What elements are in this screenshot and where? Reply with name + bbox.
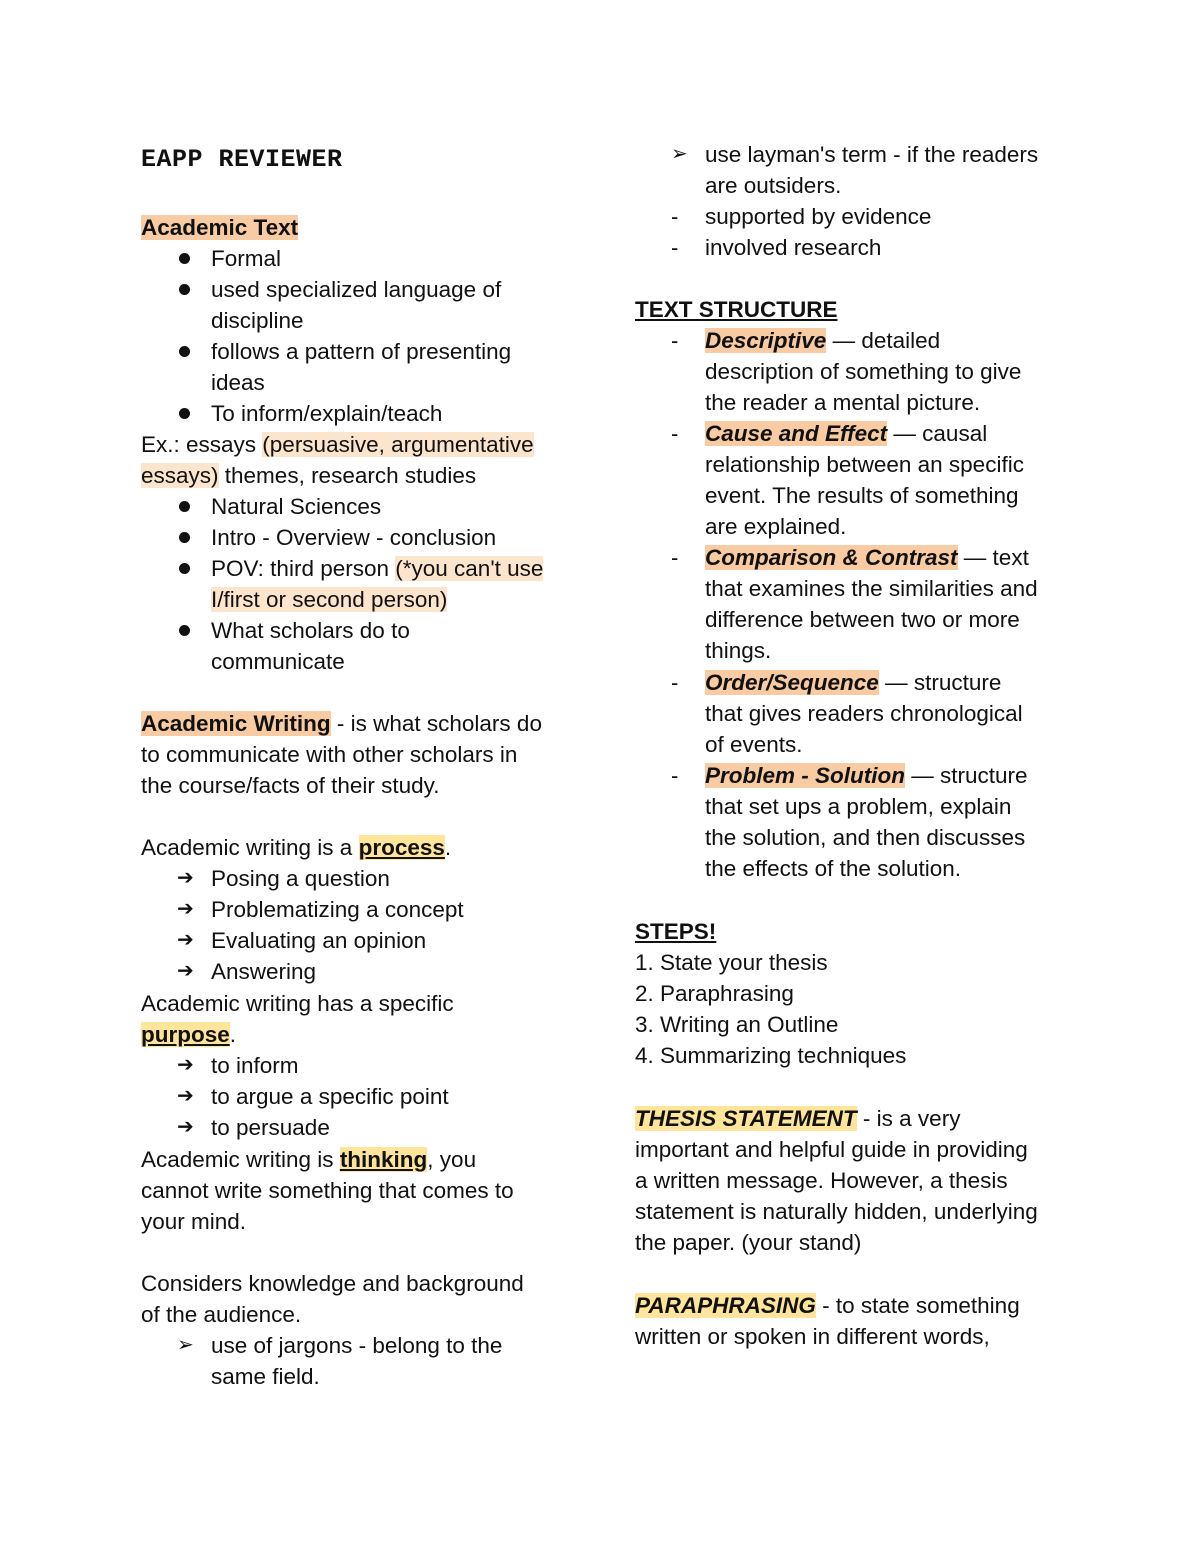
list-item: to inform — [211, 1053, 299, 1078]
paragraph-line: written or spoken in different words, — [635, 1324, 990, 1349]
dash-icon: - — [671, 328, 679, 353]
list-item: Intro - Overview - conclusion — [211, 525, 497, 550]
bullet-icon — [179, 491, 190, 522]
dash-icon: - — [671, 545, 679, 570]
structure-item-continuation: are explained. — [705, 514, 847, 539]
thesis-definition: THESIS STATEMENT - is a very — [635, 1106, 961, 1131]
purpose-line: Academic writing has a specific — [141, 991, 454, 1016]
paragraph-line: the course/facts of their study. — [141, 773, 440, 798]
arrow-icon: ➔ — [177, 929, 194, 951]
structure-item-continuation: relationship between an specific — [705, 452, 1024, 477]
list-item: Posing a question — [211, 866, 390, 891]
list-item: involved research — [705, 235, 882, 260]
structure-item-continuation: that set ups a problem, explain — [705, 794, 1012, 819]
list-item: Formal — [211, 246, 282, 271]
bullet-icon — [179, 522, 190, 553]
paragraph-line: the paper. (your stand) — [635, 1230, 862, 1255]
structure-item-continuation: difference between two or more — [705, 607, 1020, 632]
bullet-icon — [179, 274, 190, 305]
list-item: follows a pattern of presenting — [211, 339, 512, 364]
structure-item-continuation: things. — [705, 638, 772, 663]
steps-heading: STEPS! — [635, 919, 717, 944]
list-item: used specialized language of — [211, 277, 502, 302]
step-item: 2. Paraphrasing — [635, 981, 794, 1006]
arrow-icon: ➔ — [177, 1085, 194, 1107]
purpose-line: purpose. — [141, 1022, 237, 1047]
academic-text-heading: Academic Text — [141, 215, 299, 240]
structure-item: Descriptive — detailed — [705, 328, 941, 353]
paragraph-line: statement is naturally hidden, underlying — [635, 1199, 1038, 1224]
list-item: POV: third person (*you can't use — [211, 556, 544, 581]
process-line: Academic writing is a process. — [141, 835, 452, 860]
arrow-icon: ➔ — [177, 960, 194, 982]
text-structure-heading: TEXT STRUCTURE — [635, 297, 838, 322]
dash-icon: - — [671, 421, 679, 446]
list-item: to argue a specific point — [211, 1084, 449, 1109]
step-item: 3. Writing an Outline — [635, 1012, 839, 1037]
structure-item-continuation: of events. — [705, 732, 803, 757]
example-line: Ex.: essays (persuasive, argumentative — [141, 432, 534, 457]
list-item: To inform/explain/teach — [211, 401, 443, 426]
dash-icon: - — [671, 763, 679, 788]
dash-icon: - — [671, 204, 679, 229]
list-item-continuation: ideas — [211, 370, 265, 395]
paragraph-line: a written message. However, a thesis — [635, 1168, 1008, 1193]
step-item: 1. State your thesis — [635, 950, 828, 975]
paragraph-line: Considers knowledge and background — [141, 1271, 524, 1296]
list-item-continuation: same field. — [211, 1364, 320, 1389]
thinking-line: Academic writing is thinking, you — [141, 1147, 477, 1172]
list-item: Answering — [211, 959, 317, 984]
structure-item-continuation: the solution, and then discusses — [705, 825, 1026, 850]
list-item: Natural Sciences — [211, 494, 382, 519]
structure-item: Comparison & Contrast — text — [705, 545, 1029, 570]
list-item: Problematizing a concept — [211, 897, 464, 922]
document-title: EAPP REVIEWER — [141, 145, 343, 174]
arrow-icon: ➔ — [177, 1054, 194, 1076]
list-item: What scholars do to — [211, 618, 410, 643]
paragraph-line: important and helpful guide in providing — [635, 1137, 1028, 1162]
structure-item-continuation: the reader a mental picture. — [705, 390, 981, 415]
structure-item-continuation: the effects of the solution. — [705, 856, 962, 881]
paragraph-line: to communicate with other scholars in — [141, 742, 518, 767]
list-item: use layman's term - if the readers — [705, 142, 1039, 167]
arrow-icon: ➔ — [177, 1116, 194, 1138]
list-item: supported by evidence — [705, 204, 932, 229]
list-item: to persuade — [211, 1115, 330, 1140]
list-item: Evaluating an opinion — [211, 928, 427, 953]
list-item-continuation: I/first or second person) — [211, 587, 448, 612]
step-item: 4. Summarizing techniques — [635, 1043, 907, 1068]
paragraph-line: cannot write something that comes to — [141, 1178, 514, 1203]
arrow-icon: ➔ — [177, 898, 194, 920]
bullet-icon — [179, 243, 190, 274]
list-item-continuation: are outsiders. — [705, 173, 842, 198]
dash-icon: - — [671, 235, 679, 260]
list-item: use of jargons - belong to the — [211, 1333, 503, 1358]
list-item-continuation: discipline — [211, 308, 304, 333]
structure-item-continuation: that gives readers chronological — [705, 701, 1023, 726]
paraphrasing-definition: PARAPHRASING - to state something — [635, 1293, 1020, 1318]
arrowhead-icon: ➢ — [177, 1334, 194, 1356]
list-item-continuation: communicate — [211, 649, 345, 674]
bullet-icon — [179, 398, 190, 429]
arrow-icon: ➔ — [177, 867, 194, 889]
structure-item-continuation: description of something to give — [705, 359, 1022, 384]
structure-item: Problem - Solution — structure — [705, 763, 1028, 788]
bullet-icon — [179, 336, 190, 367]
bullet-icon — [179, 615, 190, 646]
structure-item: Order/Sequence — structure — [705, 670, 1002, 695]
dash-icon: - — [671, 670, 679, 695]
bullet-icon — [179, 553, 190, 584]
arrowhead-icon: ➢ — [671, 143, 688, 165]
structure-item-continuation: that examines the similarities and — [705, 576, 1038, 601]
example-line: essays) themes, research studies — [141, 463, 477, 488]
structure-item: Cause and Effect — causal — [705, 421, 988, 446]
structure-item-continuation: event. The results of something — [705, 483, 1019, 508]
paragraph-line: of the audience. — [141, 1302, 302, 1327]
paragraph-line: your mind. — [141, 1209, 247, 1234]
academic-writing-definition: Academic Writing - is what scholars do — [141, 711, 542, 736]
